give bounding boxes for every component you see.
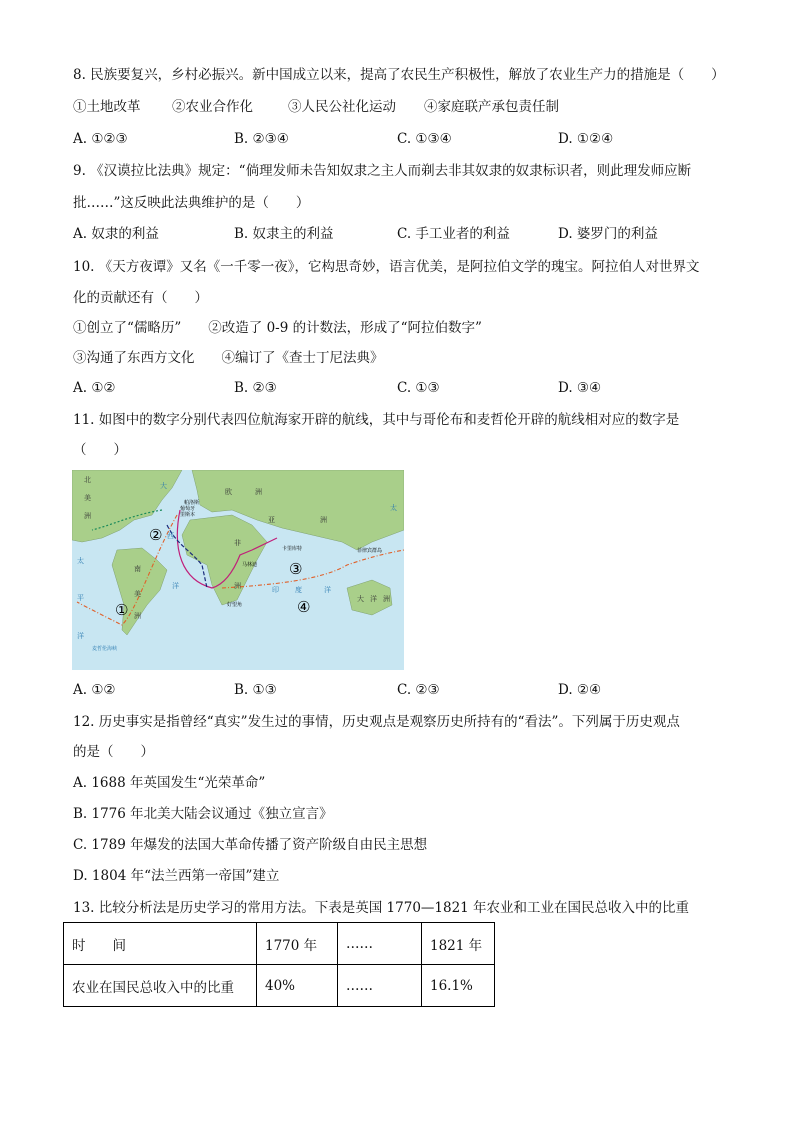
q10-items: ①创立了“儒略历” ②改造了 0-9 的计数法，形成了“阿拉伯数字” xyxy=(73,320,482,336)
q9-option-d: D. 婆罗门的利益 xyxy=(558,226,658,242)
map-label: 洲 xyxy=(134,612,141,620)
q12-option-d: D. 1804 年“法兰西第一帝国”建立 xyxy=(73,868,280,884)
q8-item: ①土地改革 xyxy=(73,99,141,115)
table-cell: 1770 年 xyxy=(257,923,338,965)
q8-item: ④家庭联产承包责任制 xyxy=(424,99,559,115)
map-label: 太 xyxy=(77,557,84,565)
q9-option-c: C. 手工业者的利益 xyxy=(397,226,510,242)
map-label: 大 xyxy=(357,595,364,603)
q8-stem: 8. 民族要复兴，乡村必振兴。新中国成立以来，提高了农民生产积极性，解放了农业生产力的措施是（ ） xyxy=(73,67,725,83)
q8-option-c: C. ①③④ xyxy=(397,131,452,147)
map-label: 洲 xyxy=(383,595,390,603)
q13-stem: 13. 比较分析法是历史学习的常用方法。下表是英国 1770—1821 年农业和工业在国民总收入中的比重 xyxy=(73,900,690,916)
q8-option-d: D. ①②④ xyxy=(558,131,614,147)
map-label: 美 xyxy=(134,590,141,598)
q11-stem-cont: （ ） xyxy=(73,442,127,458)
q8-option-b: B. ②③④ xyxy=(234,131,289,147)
table-row xyxy=(64,923,495,965)
q10-option-d: D. ③④ xyxy=(558,380,602,396)
q11-option-d: D. ②④ xyxy=(558,682,602,698)
q11-option-b: B. ①③ xyxy=(234,682,277,698)
income-share-table xyxy=(63,922,495,1007)
map-label: 洲 xyxy=(255,488,262,496)
q10-option-c: C. ①③ xyxy=(397,380,440,396)
map-label: 南 xyxy=(134,565,141,573)
q8-option-a: A. ①②③ xyxy=(73,131,128,147)
map-place-label: 麦哲伦海峡 xyxy=(92,646,118,652)
map-place-label: 卡里库特 xyxy=(282,546,303,552)
map-label: 洲 xyxy=(320,516,327,524)
map-label: 大 xyxy=(160,482,167,490)
q11-option-a: A. ①② xyxy=(73,682,116,698)
q12-option-a: A. 1688 年英国发生“光荣革命” xyxy=(73,775,266,791)
route-label: ④ xyxy=(297,598,311,616)
table-cell: 农业在国民总收入中的比重 xyxy=(64,965,257,1007)
q10-option-b: B. ②③ xyxy=(234,380,277,396)
table-cell: …… xyxy=(338,923,422,965)
map-label: 洋 xyxy=(370,595,377,603)
q10-option-a: A. ①② xyxy=(73,380,116,396)
q9-stem-cont: 批……”这反映此法典维护的是（ ） xyxy=(73,195,310,211)
table-cell: 1821 年 xyxy=(422,923,495,965)
map-label: 北 xyxy=(84,476,91,484)
map-label: 印 xyxy=(272,586,279,594)
map-label: 欧 xyxy=(225,488,232,496)
navigation-routes-map xyxy=(72,470,404,670)
map-label: 美 xyxy=(84,494,91,502)
q11-stem: 11. 如图中的数字分别代表四位航海家开辟的航线，其中与哥伦布和麦哲伦开辟的航线相对应的数字是 xyxy=(73,412,680,428)
table-cell: 40% xyxy=(257,965,338,1007)
map-place-label: 帕洛斯 xyxy=(184,500,200,506)
q9-stem: 9. 《汉谟拉比法典》规定：“倘理发师未告知奴隶之主人而剃去非其奴隶的奴隶标识者，则此理发师应断 xyxy=(73,163,692,179)
table-row xyxy=(64,965,495,1007)
q12-stem-cont: 的是（ ） xyxy=(73,744,154,760)
q8-item: ③人民公社化运动 xyxy=(288,99,396,115)
map-place-label: 马林迪 xyxy=(242,562,258,568)
map-label: 洋 xyxy=(172,582,179,590)
q12-option-c: C. 1789 年爆发的法国大革命传播了资产阶级自由民主思想 xyxy=(73,837,428,853)
map-label: 洲 xyxy=(84,512,91,520)
q9-option-a: A. 奴隶的利益 xyxy=(73,226,159,242)
map-place-label: 好望角 xyxy=(227,602,243,608)
map-label: 平 xyxy=(77,594,84,602)
map-label: 亚 xyxy=(268,516,275,524)
map-label: 洋 xyxy=(77,632,84,640)
q10-stem-cont: 化的贡献还有（ ） xyxy=(73,290,208,306)
map-label: 洋 xyxy=(324,586,331,594)
q10-items: ③沟通了东西方文化 ④编订了《查士丁尼法典》 xyxy=(73,350,384,366)
map-place-label: 菲律宾群岛 xyxy=(357,548,383,554)
map-label: 洲 xyxy=(234,582,241,590)
table-cell: 时 间 xyxy=(64,923,257,965)
q9-option-b: B. 奴隶主的利益 xyxy=(234,226,334,242)
map-label: 非 xyxy=(234,539,241,547)
map-label: 西 xyxy=(167,532,174,540)
q10-stem: 10. 《天方夜谭》又名《一千零一夜》，它构思奇妙，语言优美，是阿拉伯文学的瑰宝。阿拉伯人对世界文 xyxy=(73,259,700,275)
route-label: ③ xyxy=(289,560,303,578)
map-place-label: 葡萄牙 xyxy=(180,506,196,512)
q11-option-c: C. ②③ xyxy=(397,682,440,698)
q8-item: ②农业合作化 xyxy=(172,99,253,115)
route-label: ① xyxy=(115,601,129,619)
table-cell: …… xyxy=(338,965,422,1007)
q12-stem: 12. 历史事实是指曾经“真实”发生过的事情，历史观点是观察历史所持有的“看法”。下列属于历史观点 xyxy=(73,714,680,730)
map-label: 太 xyxy=(390,504,397,512)
table-cell: 16.1% xyxy=(422,965,495,1007)
map-place-label: 里斯本 xyxy=(180,512,196,518)
q12-option-b: B. 1776 年北美大陆会议通过《独立宣言》 xyxy=(73,806,333,822)
map-label: 度 xyxy=(295,586,302,594)
route-label: ② xyxy=(149,526,163,544)
